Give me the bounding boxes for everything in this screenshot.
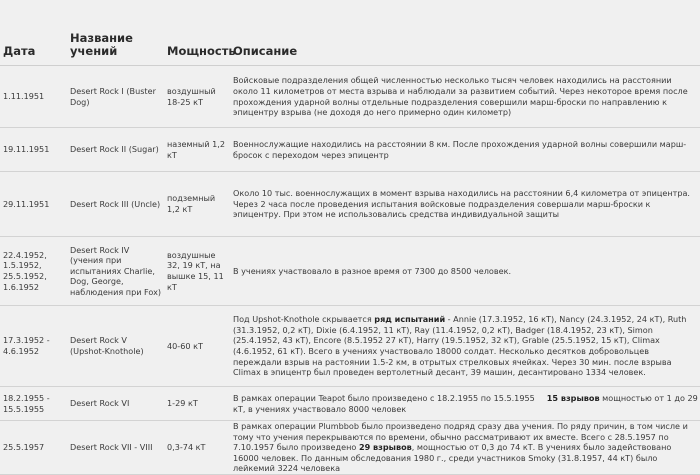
header-name: Название учений xyxy=(67,32,164,66)
description-text: В рамках операции Teapot было произведено с 18.2.1955 по 15.5.1955 xyxy=(233,392,535,403)
description-text: - Annie (17.3.1952, 16 кТ), Nancy (24.3.1952, 24 кТ), Ruth (31.3.1952, 0,2 кТ), Dixie (6.4.1952, 11 кТ), Ray (11.4.1952, 0,2 кТ), Badger (18.4.1952, 23 кТ), Simon (25.4.1952, 43 кТ), Encore (8.5.1952 27 кТ), Harry (19.5.1952, 32 кТ), Grable (25.5.1952, 15 кТ), Climax (4.6.1952, 61 кТ). Всего в учениях участвовало 18000 солдат. Несколько десятков добровольцев переждали взрыв на растоянии 1.5-2 км, в отрытых стрелковых ячейках. Через 30 мин. после взрыва Climax в эпицентр был проведен вертолетный десант, 39 машин, десантировано 1334 человек. xyxy=(233,314,687,378)
cell-description xyxy=(230,421,700,475)
cell-date: 29.11.1951 xyxy=(0,172,67,237)
cell-name: Desert Rock I (Buster Dog) xyxy=(67,66,164,128)
cell-power: 0,3-74 кТ xyxy=(164,421,230,475)
cell-name: Desert Rock III (Uncle) xyxy=(67,172,164,237)
cell-date: 25.5.1957 xyxy=(0,421,67,475)
table-row xyxy=(0,66,700,128)
cell-date: 1.11.1951 xyxy=(0,66,67,128)
cell-date: 17.3.1952 - 4.6.1952 xyxy=(0,306,67,387)
cell-date: 19.11.1951 xyxy=(0,128,67,172)
cell-power: воздушные 32, 19 кТ, на вышке 15, 11 кТ xyxy=(164,237,230,306)
nuclear-exercises-table xyxy=(0,32,700,475)
cell-name: Desert Rock V (Upshot-Knothole) xyxy=(67,306,164,387)
table-row xyxy=(0,172,700,237)
cell-date: 22.4.1952, 1.5.1952, 25.5.1952, 1.6.1952 xyxy=(0,237,67,306)
cell-description: Около 10 тыс. военнослужащих в момент взрыва находились на расстоянии 6,4 километра от эпицентра. Через 2 часа после проведения испытания войсковые подразделения совершали марш-броски к эпицентру. При этом не использовались средства индивидуальной защиты xyxy=(230,172,700,237)
cell-description xyxy=(230,306,700,387)
table-row xyxy=(0,306,700,387)
cell-description: Войсковые подразделения общей численностью несколько тысяч человек находились на расстоянии около 11 километров от места взрыва и наблюдали за развитием событий. Через некоторое время после прохождения ударной волны отдельные подразделения совершили марш-броски по направлению к эпицентру взрыва (не доходя до него примерно один километр) xyxy=(230,66,700,128)
description-bold-text: ряд испытаний xyxy=(374,314,446,325)
header-description: Описание xyxy=(230,32,700,66)
header-power: Мощность xyxy=(164,32,230,66)
description-text: мощностью от 1 до 29 кТ, в учениях участвовало 8000 человек xyxy=(233,392,698,414)
header-date: Дата xyxy=(0,32,67,66)
cell-name: Desert Rock VII - VIII xyxy=(67,421,164,475)
description-bold-text: 15 взрывов xyxy=(546,392,600,403)
cell-power: наземный 1,2 кТ xyxy=(164,128,230,172)
description-bold-text: 29 взрывов xyxy=(358,442,412,453)
cell-name: Desert Rock II (Sugar) xyxy=(67,128,164,172)
table-row xyxy=(0,387,700,421)
table-row xyxy=(0,237,700,306)
cell-description: Военнослужащие находились на расстоянии 8 км. После прохождения ударной волны совершили марш-бросок с переходом через эпицентр xyxy=(230,128,700,172)
cell-name: Desert Rock IV (учения при испытаниях Charlie, Dog, George, наблюдения при Fox) xyxy=(67,237,164,306)
table-row xyxy=(0,128,700,172)
cell-power: воздушный 18-25 кТ xyxy=(164,66,230,128)
cell-description xyxy=(230,387,700,421)
description-text: Под Upshot-Knothole скрывается xyxy=(233,314,375,325)
table-header-row xyxy=(0,32,700,66)
description-text: , мощностью от 0,3 до 74 кТ. В учениях было задействовано 16000 человек. По данным обследования 1980 г., среди участников Smoky (31.8.1957, 44 кТ) было лейкемий 3224 человека xyxy=(233,442,672,474)
cell-power: 1-29 кТ xyxy=(164,387,230,421)
cell-name: Desert Rock VI xyxy=(67,387,164,421)
cell-date: 18.2.1955 - 15.5.1955 xyxy=(0,387,67,421)
description-text: В рамках операции Plumbbob было произведено подряд сразу два учения. По ряду причин, в том числе и тому что учения перекрываются по времени, обычно рассматривают их вместе. Всего с 28.5.1957 по 7.10.1957 было произведено xyxy=(233,421,688,453)
table-row xyxy=(0,421,700,475)
cell-power: подземный 1,2 кТ xyxy=(164,172,230,237)
cell-power: 40-60 кТ xyxy=(164,306,230,387)
cell-description: В учениях участвовало в разное время от 7300 до 8500 человек. xyxy=(230,237,700,306)
